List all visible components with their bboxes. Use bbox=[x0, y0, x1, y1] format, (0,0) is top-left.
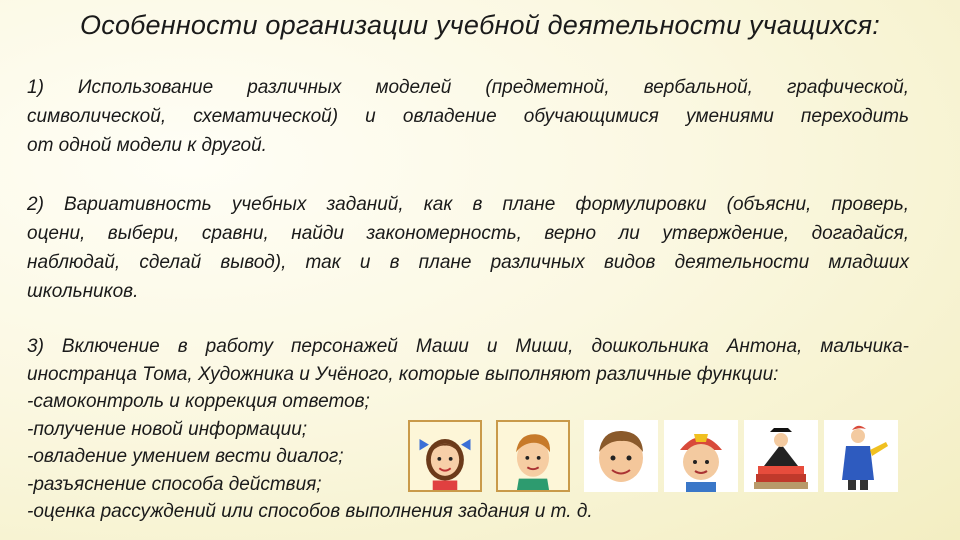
scientist-books-icon bbox=[744, 420, 818, 492]
foreign-boy-tom-icon bbox=[664, 420, 738, 492]
item-3-line: иностранца Тома, Художника и Учёного, которые выполняют различные функции: bbox=[27, 363, 779, 385]
item-1 bbox=[27, 73, 909, 160]
item-3-function: -разъяснение способа действия; bbox=[27, 473, 322, 495]
item-3-function: -самоконтроль и коррекция ответов; bbox=[27, 391, 370, 412]
item-2 bbox=[27, 190, 909, 306]
item-2-line: школьников. bbox=[27, 281, 139, 302]
item-3-function: -овладение умением вести диалог; bbox=[27, 446, 344, 467]
character-pictures bbox=[408, 420, 888, 495]
item-3-function: -оценка рассуждений или способов выполнения задания и т. д. bbox=[27, 501, 593, 522]
item-3-function: -получение новой информации; bbox=[27, 418, 308, 440]
boy-misha-icon bbox=[496, 420, 570, 492]
item-1-line: символической, схематической) и овладение обучающимися умениями переходить bbox=[27, 106, 909, 127]
girl-masha-icon bbox=[408, 420, 482, 492]
preschooler-anton-icon bbox=[584, 420, 658, 492]
item-3-line: 3) Включение в работу персонажей Маши и Миши, дошкольника Антона, мальчика- bbox=[27, 336, 909, 357]
slide-title: Особенности организации учебной деятельности учащихся: bbox=[80, 10, 880, 40]
item-1-line: от одной модели к другой. bbox=[27, 135, 267, 156]
item-2-line: наблюдай, сделай вывод), так и в плане различных видов деятельности младших bbox=[27, 252, 909, 273]
item-2-line: оцени, выбери, сравни, найди закономерность, верно ли утверждение, догадайся, bbox=[27, 223, 909, 244]
artist-icon bbox=[824, 420, 898, 492]
item-2-line: 2) Вариативность учебных заданий, как в плане формулировки (объясни, проверь, bbox=[27, 194, 909, 215]
item-1-line: 1) Использование различных моделей (предметной, вербальной, графической, bbox=[27, 77, 909, 98]
